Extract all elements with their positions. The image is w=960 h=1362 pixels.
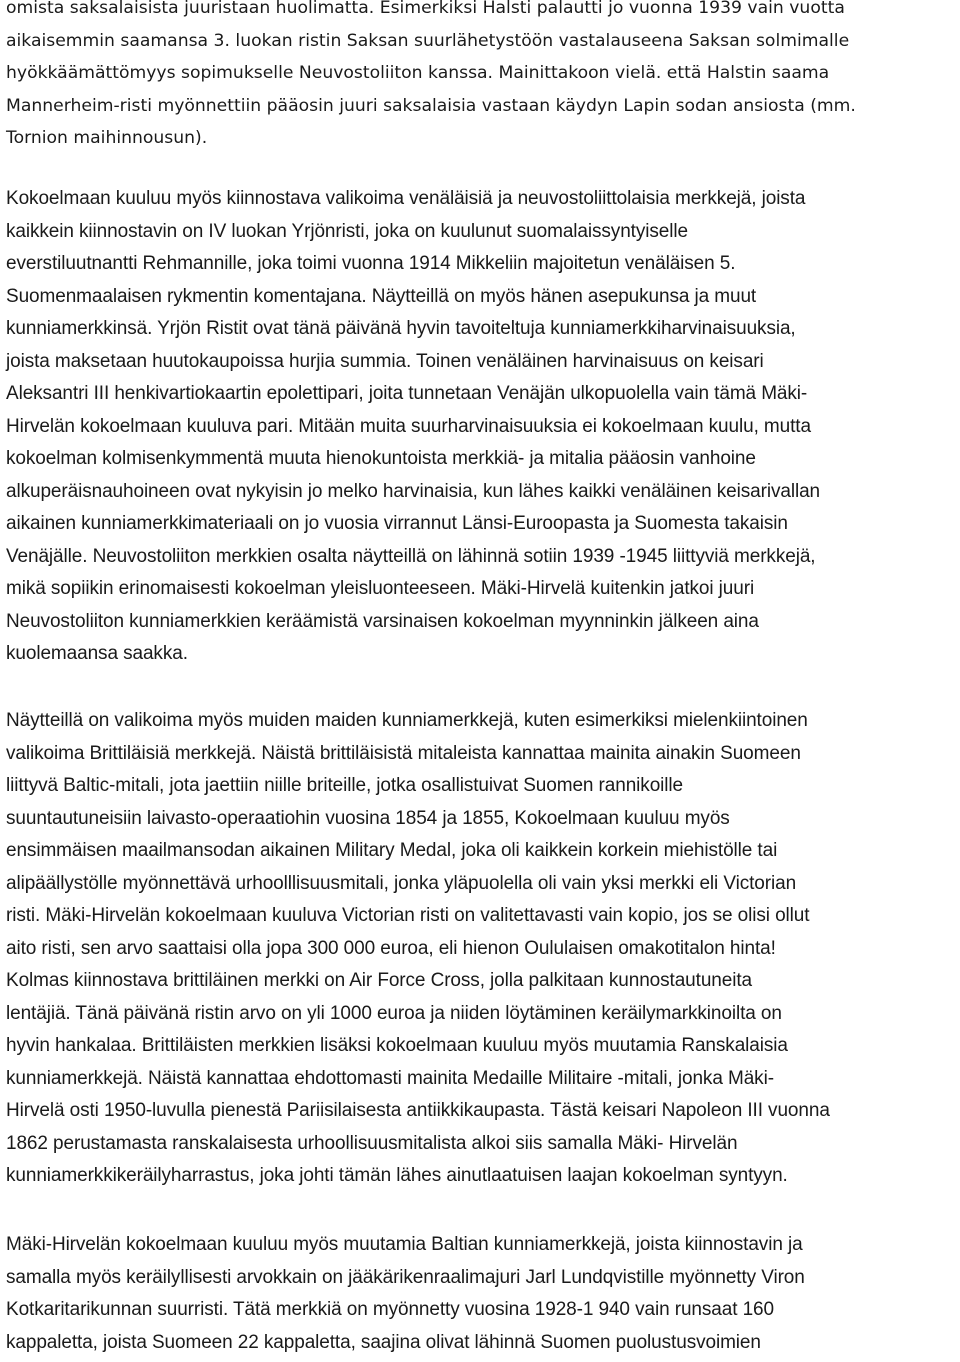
text-line: Kolmas kiinnostava brittiläinen merkki on Air Force Cross, jolla palkitaan kunnostautuneita [6,970,752,991]
paragraph-halsti [6,0,958,155]
text-line: Kokoelmaan kuuluu myös kiinnostava valikoima venäläisiä ja neuvostoliittolaisia merkkejä, joista [6,188,806,209]
text-line: alipäällystölle myönnettävä urhoolllisuusmitali, jonka yläpuolella oli vain yksi merkki eli Victorian [6,872,797,894]
text-line: everstiluutnantti Rehmannille, joka toimi vuonna 1914 Mikkeliin majoitetun venäläisen 5. [6,253,736,274]
text-line: alkuperäisnauhoineen ovat nykyisin jo melko harvinaisia, kun lähes kaikki venäläinen keisarivallan [6,480,821,502]
text-line: hyvin hankalaa. Brittiläisten merkkien lisäksi kokoelmaan kuuluu myös muutamia Ranskalaisia [6,1035,788,1056]
text-line: kunniamerkkikeräilyharrastus, joka johti tämän lähes ainutlaatuisen laajan kokoelman syntyyn. [6,1165,788,1186]
text-line: hyökkäämättömyys sopimukselle Neuvostoliiton kanssa. Mainittakoon vielä. että Halstin saama [6,63,830,83]
paragraph-foreign-badges [6,705,958,1193]
text-line: Mannerheim-risti myönnettiin pääosin juuri saksalaisia vastaan käydyn Lapin sodan ansiosta (mm. [6,95,856,116]
text-line: aikainen kunniamerkkimateriaali on jo vuosia virrannut Länsi-Euroopasta ja Suomesta takaisin [6,513,788,534]
text-line: valikoima Brittiläisiä merkkejä. Näistä brittiläisistä mitaleista kannattaa mainita ainakin Suomeen [6,742,801,764]
text-line: kappaletta, joista Suomeen 22 kappaletta, saajina olivat lähinnä Suomen puolustusvoimien [6,1331,761,1353]
text-line: Hirvelä osti 1950-luvulla pienestä Pariisilaisesta antiikkikaupasta. Tästä keisari Napoleon III vuonna [6,1100,830,1121]
text-line: Hirvelän kokoelmaan kuuluva pari. Mitään muita suurharvinaisuuksia ei kokoelmaan kuulu, mutta [6,415,811,437]
paragraph-russian-badges [6,183,958,671]
text-line: aikaisemmin saamansa 3. luokan ristin Saksan suurlähetystöön vastalauseena Saksan solmimalle [6,30,850,51]
text-line: omista saksalaisista juuristaan huolimatta. Esimerkiksi Halsti palautti jo vuonna 1939 vain vuotta [6,0,845,18]
text-line: Näytteillä on valikoima myös muiden maiden kunniamerkkejä, kuten esimerkiksi mielenkiintoinen [6,710,808,731]
text-line: kokoelman kolmisenkymmentä muuta hienokuntoista merkkiä- ja mitalia pääosin vanhoine [6,448,756,469]
text-line: suuntautuneisiin laivasto-operaatiohin vuosina 1854 ja 1855, Kokoelmaan kuuluu myös [6,807,730,829]
text-line: Tornion maihinnousun). [6,128,208,148]
text-line: kunniamerkkinsä. Yrjön Ristit ovat tänä päivänä hyvin tavoiteltuja kunniamerkkiharvinaisuuksia, [6,318,796,339]
text-line: kaikkein kiinnostavin on IV luokan Yrjönristi, joka on kuulunut suomalaissyntyiselle [6,220,688,242]
text-line: lentäjiä. Tänä päivänä ristin arvo on yli 1000 euroa ja niiden löytäminen keräilymarkkinoilta on [6,1002,782,1024]
text-line: Kotkaritarikunnan suurristi. Tätä merkkiä on myönnetty vuosina 1928-1 940 vain runsaat 160 [6,1299,774,1320]
text-line: kunniamerkkejä. Näistä kannattaa ehdottomasti mainita Medaille Militaire -mitali, jonka Mäki- [6,1067,774,1089]
text-line: Venäjälle. Neuvostoliiton merkkien osalta näytteillä on lähinnä sotiin 1939 -1945 liittyviä merkkejä, [6,545,816,567]
text-line: kuolemaansa saakka. [6,643,188,664]
text-line: Mäki-Hirvelän kokoelmaan kuuluu myös muutamia Baltian kunniamerkkejä, joista kiinnostavin ja [6,1234,803,1255]
paragraph-baltic-badges [6,1229,958,1359]
text-line: samalla myös keräilyllisesti arvokkain on jääkärikenraalimajuri Jarl Lundqvistille myönnetty Viron [6,1266,805,1288]
text-line: Neuvostoliiton kunniamerkkien keräämistä varsinaisen kokoelman myynninkin jälkeen aina [6,610,759,632]
text-line: ensimmäisen maailmansodan aikainen Military Medal, joka oli kaikkein korkein miehistölle tai [6,840,778,861]
text-line: Aleksantri III henkivartiokaartin epolettipari, joita tunnetaan Venäjän ulkopuolella vain tämä Mäki- [6,383,808,404]
text-line: 1862 perustamasta ranskalaisesta urhoollisuusmitalista alkoi siis samalla Mäki- Hirvelän [6,1132,738,1154]
text-line: risti. Mäki-Hirvelän kokoelmaan kuuluva Victorian risti on valitettavasti vain kopio, jos se olisi ollut [6,905,810,926]
text-line: joista maksetaan huutokaupoissa hurjia summia. Toinen venäläinen harvinaisuus on keisari [6,350,764,372]
text-line: aito risti, sen arvo saattaisi olla jopa 300 000 euroa, eli hienon Oululaisen omakotitalon hinta! [6,937,776,959]
text-line: Suomenmaalaisen rykmentin komentajana. Näytteillä on myös hänen asepukunsa ja muut [6,285,757,307]
text-line: mikä sopiikin erinomaisesti kokoelman yleisluonteeseen. Mäki-Hirvelä kuitenkin jatkoi juuri [6,578,755,599]
text-line: liittyvä Baltic-mitali, jota jaettiin niille briteille, jotka osallistuivat Suomen rannikoille [6,775,684,796]
